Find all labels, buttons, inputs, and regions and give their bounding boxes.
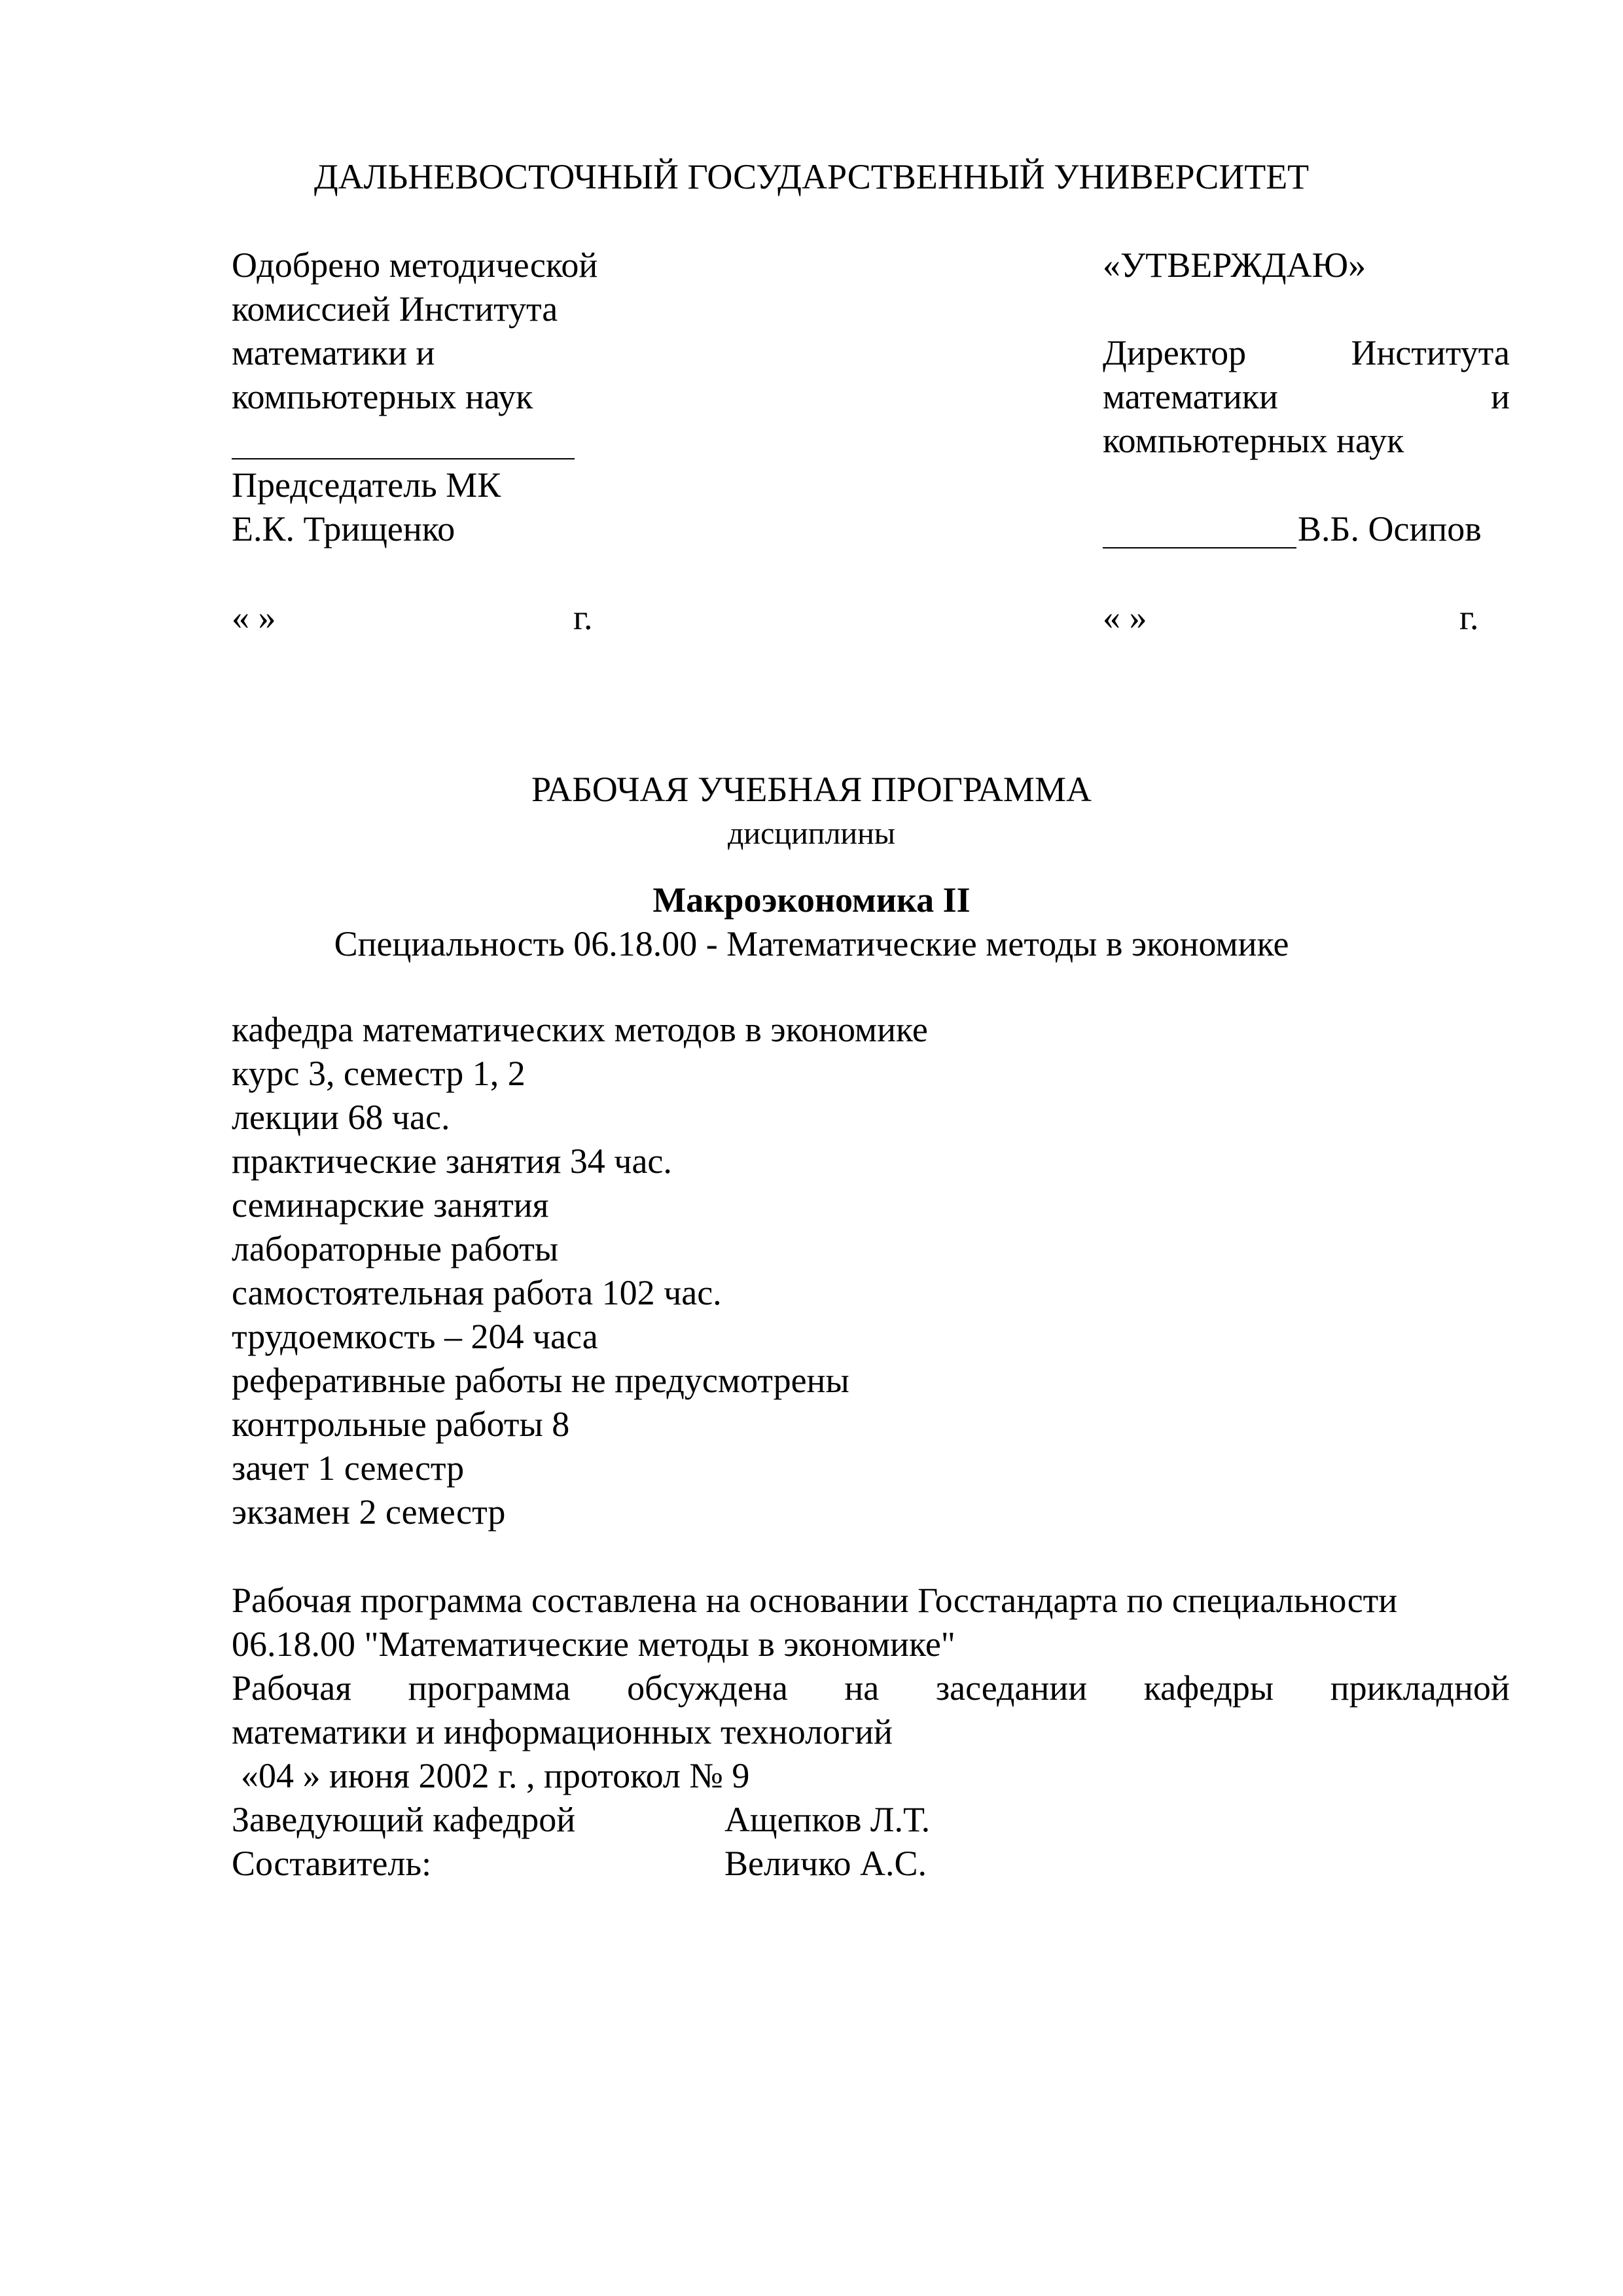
discussed-word: программа (408, 1668, 571, 1708)
protocol-line: «04 » июня 2002 г. , протокол № 9 (241, 1756, 750, 1795)
author-label: Составитель: (232, 1844, 432, 1883)
discussed-word: заседании (935, 1668, 1088, 1708)
detail-essays: реферативные работы не предусмотрены (232, 1361, 849, 1400)
signature-line-left (232, 458, 575, 459)
date-quotes-left: « » (232, 598, 276, 637)
detail-labs: лабораторные работы (232, 1229, 559, 1268)
program-title: РАБОЧАЯ УЧЕБНАЯ ПРОГРАММА (531, 770, 1092, 809)
detail-workload: трудоемкость – 204 часа (232, 1317, 598, 1356)
head-label: Заведующий кафедрой (232, 1800, 576, 1839)
date-year-left: г. (573, 598, 593, 637)
discussed-word: прикладной (1330, 1668, 1510, 1708)
mathematics-word: математики (1103, 377, 1278, 416)
discussed-word: кафедры (1143, 1668, 1274, 1708)
approval-right-title: «УТВЕРЖДАЮ» (1103, 245, 1366, 285)
detail-course: курс 3, семестр 1, 2 (232, 1054, 526, 1093)
detail-department: кафедра математических методов в экономике (232, 1010, 928, 1049)
date-quotes-right: « » (1103, 598, 1147, 637)
discussed-line-2: математики и информационных технологий (232, 1712, 893, 1751)
and-word: и (1491, 377, 1510, 416)
university-name: ДАЛЬНЕВОСТОЧНЫЙ ГОСУДАРСТВЕННЫЙ УНИВЕРСИТЕТ (313, 157, 1310, 196)
approval-right-row-3: компьютерных наук (1103, 421, 1404, 460)
chair-name: Е.К. Трищенко (232, 509, 455, 548)
detail-seminars: семинарские занятия (232, 1185, 549, 1225)
detail-practical: практические занятия 34 час. (232, 1141, 672, 1181)
discussed-word: Рабочая (232, 1668, 352, 1708)
discussed-line-1 (232, 1666, 1510, 1710)
approval-left-line-2: комиссией Института (232, 289, 558, 329)
detail-credit: зачет 1 семестр (232, 1448, 465, 1488)
basis-line-1: Рабочая программа составлена на основании Госстандарта по специальности (232, 1581, 1398, 1620)
approval-left-line-4: компьютерных наук (232, 377, 533, 416)
institute-word: Института (1351, 333, 1510, 372)
head-name: Ащепков Л.Т. (724, 1800, 931, 1839)
detail-exam: экзамен 2 семестр (232, 1492, 506, 1532)
discussed-word: на (844, 1668, 880, 1708)
approval-left-line-1: Одобрено методической (232, 245, 598, 285)
discussed-word: обсуждена (627, 1668, 788, 1708)
basis-line-2: 06.18.00 "Математические методы в экономике" (232, 1624, 955, 1664)
discipline-name: Макроэкономика II (652, 880, 971, 920)
detail-tests: контрольные работы 8 (232, 1405, 570, 1444)
signature-line-right (1103, 547, 1296, 548)
detail-self-study: самостоятельная работа 102 час. (232, 1273, 722, 1312)
date-year-right: г. (1459, 598, 1479, 637)
director-word: Директор (1103, 333, 1247, 372)
program-subtitle: дисциплины (727, 816, 896, 851)
chair-title: Председатель МК (232, 465, 501, 505)
director-signer: В.Б. Осипов (1298, 509, 1482, 548)
author-name: Величко А.С. (724, 1844, 927, 1883)
detail-lectures: лекции 68 час. (232, 1098, 450, 1137)
specialty-line: Специальность 06.18.00 - Математические методы в экономике (334, 924, 1289, 963)
approval-left-line-3: математики и (232, 333, 435, 372)
approval-right-row-2 (1103, 375, 1510, 419)
approval-right-row-1 (1103, 331, 1510, 375)
